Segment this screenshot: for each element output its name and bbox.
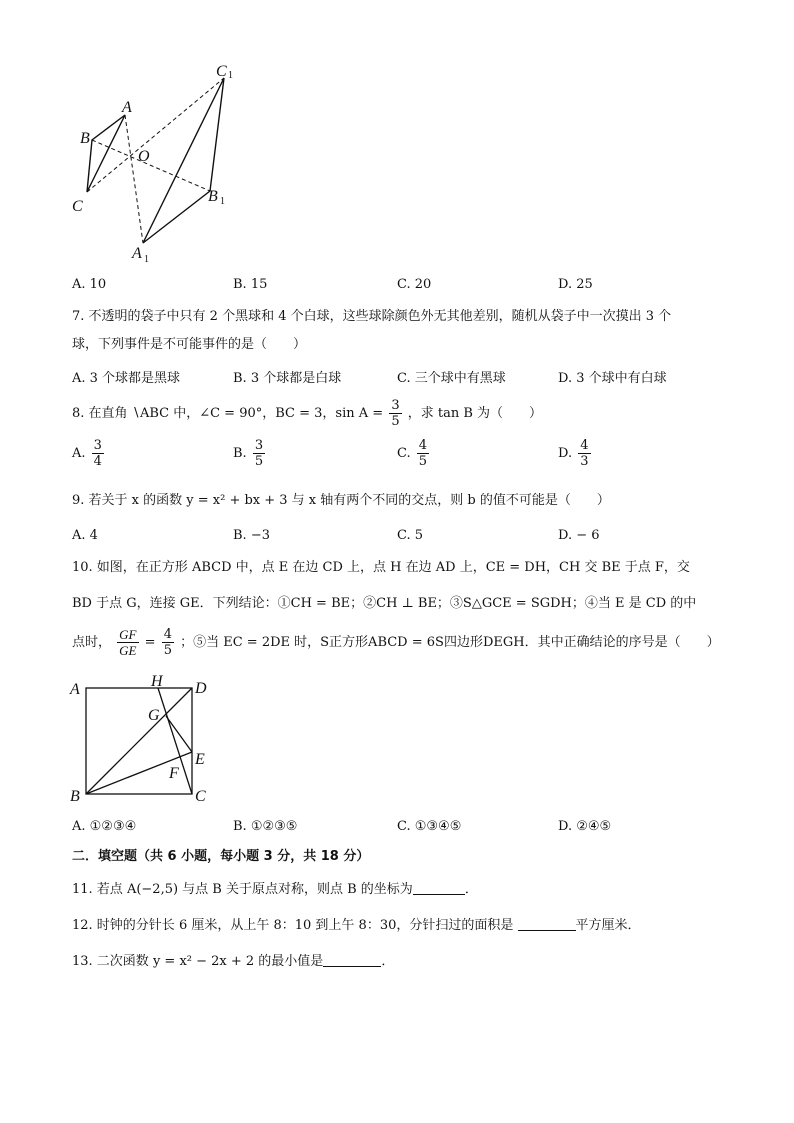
label-b: B	[80, 130, 90, 147]
q12-answer-blank[interactable]	[518, 918, 576, 931]
q7-stem-line1: 7. 不透明的袋子中只有 2 个黑球和 4 个白球，这些球除颜色外无其他差别，随机从袋子中一次摸出 3 个	[72, 309, 672, 324]
label-g: G	[148, 707, 160, 724]
q10-stem-line3	[72, 625, 720, 661]
dashed-line-a-a1	[125, 115, 143, 243]
q10-option-b: B. ①②③⑤	[233, 819, 298, 834]
q10-stem-line2: BD 于点 G，连接 GE．下列结论：①CH = BE；②CH ⊥ BE；③S△GCE = SGDH；④当 E 是 CD 的中	[72, 596, 697, 611]
q8-option-c-label: C.	[397, 446, 411, 461]
q12-stem	[72, 917, 641, 935]
q10-frac2-numerator: 4	[163, 627, 172, 642]
triangle-a1b1c1	[143, 78, 224, 243]
q9-option-c: C. 5	[397, 528, 424, 543]
q11-prefix: 11. 若点 A(−2,5) 与点 B 关于原点对称，则点 B 的坐标为	[72, 882, 413, 897]
q6-option-a: A. 10	[72, 277, 107, 292]
q8-option-b-label: B.	[233, 446, 247, 461]
q8-option-b	[233, 438, 267, 470]
label-a: A	[122, 99, 132, 116]
q10-option-a: A. ①②③④	[72, 819, 137, 834]
q8-option-a	[72, 438, 106, 470]
q9-option-d: D. − 6	[558, 528, 600, 543]
q6-option-b: B. 15	[233, 277, 268, 292]
q10-line3-prefix: 点时，	[72, 635, 112, 650]
q10-stem-line1: 10. 如图，在正方形 ABCD 中，点 E 在边 CD 上，点 H 在边 AD 上，CE = DH，CH 交 BE 于点 F，交	[72, 560, 690, 575]
q8-option-b-denominator: 5	[254, 454, 264, 469]
q8-option-b-numerator: 3	[254, 438, 264, 453]
label-e: E	[195, 751, 205, 768]
q8-option-a-denominator: 4	[93, 454, 102, 469]
dashed-line-c-c1	[87, 78, 224, 192]
q9-option-a: A. 4	[72, 528, 98, 543]
label-b1: B	[208, 188, 218, 205]
q13-suffix: ．	[381, 954, 395, 969]
q11-stem	[72, 881, 478, 899]
section-heading-fill-in: 二．填空题（共 6 小题，每小题 3 分，共 18 分）	[72, 849, 370, 864]
figure-square-abcd	[62, 672, 222, 812]
q7-stem-line2: 球，下列事件是不可能事件的是（ ）	[72, 337, 307, 352]
label-a1-sub: 1	[144, 254, 149, 265]
q11-answer-blank[interactable]	[413, 882, 465, 895]
q10-frac2-denominator: 5	[163, 643, 172, 658]
q10-option-d: D. ②④⑤	[558, 819, 612, 834]
label-a1: A	[132, 245, 142, 262]
q10-frac-gf: GF	[119, 627, 137, 642]
q8-option-d-denominator: 3	[580, 454, 589, 469]
q10-frac-ge: GE	[119, 643, 137, 658]
label-c: C	[72, 198, 83, 215]
q8-option-c	[397, 438, 431, 470]
label-b1-sub: 1	[220, 196, 225, 207]
q8-option-d-numerator: 4	[580, 438, 589, 453]
q8-stem	[72, 398, 542, 430]
segment-ge	[166, 716, 192, 752]
q11-suffix: ．	[464, 882, 478, 897]
q8-frac-denominator: 5	[391, 414, 400, 429]
q8-option-d-label: D.	[558, 446, 573, 461]
q7-option-a: A. 3 个球都是黑球	[72, 371, 181, 386]
q8-option-a-numerator: 3	[93, 438, 102, 453]
q6-option-d: D. 25	[558, 277, 593, 292]
q10-line3-suffix: ；⑤当 EC = 2DE 时，S正方形ABCD = 6S四边形DEGH．其中正确结论的序号是（ ）	[180, 635, 720, 650]
label-h: H	[151, 673, 163, 690]
q8-suffix: ，求 tan B 为（ ）	[407, 406, 543, 421]
q8-option-d	[558, 438, 593, 470]
q6-option-c: C. 20	[397, 277, 432, 292]
q10-equals: =	[144, 635, 156, 650]
q8-fraction	[389, 398, 401, 429]
dashed-line-b-b1	[92, 140, 210, 191]
q8-frac-numerator: 3	[391, 398, 400, 413]
q7-option-d: D. 3 个球中有白球	[558, 371, 667, 386]
label-o: O	[138, 148, 150, 165]
q9-stem: 9. 若关于 x 的函数 y = x² + bx + 3 与 x 轴有两个不同的交点，则 b 的值不可能是（ ）	[72, 493, 610, 508]
q10-option-c: C. ①③④⑤	[397, 819, 462, 834]
q8-option-c-denominator: 5	[418, 454, 428, 469]
label-c1-sub: 1	[228, 70, 233, 81]
label-d: D	[195, 680, 207, 697]
figure-symmetric-triangles	[60, 58, 250, 268]
label-a: A	[70, 681, 80, 698]
label-f: F	[169, 765, 179, 782]
q7-option-b: B. 3 个球都是白球	[233, 371, 342, 386]
q9-option-b: B. −3	[233, 528, 270, 543]
label-c1: C	[216, 63, 227, 80]
q7-option-c: C. 三个球中有黑球	[397, 371, 506, 386]
q12-suffix: 平方厘米．	[575, 918, 641, 933]
triangle-abc	[87, 115, 125, 192]
label-b: B	[70, 788, 80, 805]
q13-prefix: 13. 二次函数 y = x² − 2x + 2 的最小值是	[72, 954, 324, 969]
q8-option-c-numerator: 4	[418, 438, 428, 453]
q8-prefix: 8. 在直角 ∖ABC 中，∠C = 90°，BC = 3，sin A =	[72, 406, 384, 421]
q13-stem	[72, 953, 394, 971]
q12-prefix: 12. 时钟的分针长 6 厘米，从上午 8：10 到上午 8：30，分针扫过的面积是	[72, 918, 518, 933]
q8-option-a-label: A.	[72, 446, 86, 461]
q13-answer-blank[interactable]	[323, 954, 381, 967]
label-c: C	[195, 788, 206, 805]
